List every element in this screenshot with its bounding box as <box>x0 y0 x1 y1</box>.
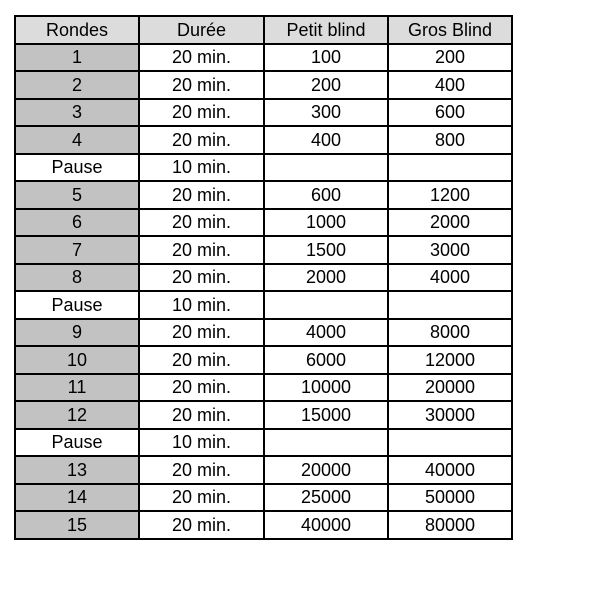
small-blind-cell: 400 <box>264 126 388 154</box>
big-blind-cell <box>388 154 512 182</box>
round-cell: 15 <box>15 511 139 539</box>
pause-row <box>15 429 512 457</box>
duration-cell: 20 min. <box>139 264 264 292</box>
duration-cell: 10 min. <box>139 154 264 182</box>
small-blind-cell: 2000 <box>264 264 388 292</box>
round-cell: Pause <box>15 291 139 319</box>
big-blind-cell: 600 <box>388 99 512 127</box>
duration-cell: 20 min. <box>139 71 264 99</box>
big-blind-cell: 1200 <box>388 181 512 209</box>
small-blind-cell <box>264 429 388 457</box>
small-blind-cell <box>264 291 388 319</box>
duration-cell: 20 min. <box>139 319 264 347</box>
table-row <box>15 71 512 99</box>
round-cell: 13 <box>15 456 139 484</box>
header-big-blind: Gros Blind <box>388 16 512 44</box>
small-blind-cell: 40000 <box>264 511 388 539</box>
duration-cell: 20 min. <box>139 456 264 484</box>
big-blind-cell: 8000 <box>388 319 512 347</box>
duration-cell: 20 min. <box>139 511 264 539</box>
pause-row <box>15 291 512 319</box>
small-blind-cell: 10000 <box>264 374 388 402</box>
header-duration: Durée <box>139 16 264 44</box>
big-blind-cell: 40000 <box>388 456 512 484</box>
small-blind-cell: 1500 <box>264 236 388 264</box>
table-body <box>15 44 512 539</box>
big-blind-cell: 30000 <box>388 401 512 429</box>
table-row <box>15 484 512 512</box>
header-small-blind: Petit blind <box>264 16 388 44</box>
round-cell: 9 <box>15 319 139 347</box>
duration-cell: 20 min. <box>139 44 264 72</box>
table-row <box>15 209 512 237</box>
round-cell: 5 <box>15 181 139 209</box>
table-row <box>15 456 512 484</box>
round-cell: 10 <box>15 346 139 374</box>
small-blind-cell: 1000 <box>264 209 388 237</box>
small-blind-cell: 25000 <box>264 484 388 512</box>
big-blind-cell: 400 <box>388 71 512 99</box>
table-row <box>15 401 512 429</box>
duration-cell: 20 min. <box>139 401 264 429</box>
table-row <box>15 236 512 264</box>
small-blind-cell <box>264 154 388 182</box>
big-blind-cell <box>388 291 512 319</box>
header-row <box>15 16 512 44</box>
round-cell: Pause <box>15 154 139 182</box>
round-cell: 8 <box>15 264 139 292</box>
table-row <box>15 99 512 127</box>
big-blind-cell: 12000 <box>388 346 512 374</box>
duration-cell: 20 min. <box>139 126 264 154</box>
table-row <box>15 264 512 292</box>
table-row <box>15 181 512 209</box>
big-blind-cell: 4000 <box>388 264 512 292</box>
big-blind-cell: 50000 <box>388 484 512 512</box>
big-blind-cell: 200 <box>388 44 512 72</box>
table-header <box>15 16 512 44</box>
big-blind-cell: 2000 <box>388 209 512 237</box>
big-blind-cell: 800 <box>388 126 512 154</box>
small-blind-cell: 100 <box>264 44 388 72</box>
small-blind-cell: 20000 <box>264 456 388 484</box>
small-blind-cell: 600 <box>264 181 388 209</box>
round-cell: 4 <box>15 126 139 154</box>
round-cell: 7 <box>15 236 139 264</box>
small-blind-cell: 4000 <box>264 319 388 347</box>
pause-row <box>15 154 512 182</box>
small-blind-cell: 6000 <box>264 346 388 374</box>
duration-cell: 20 min. <box>139 484 264 512</box>
table-row <box>15 374 512 402</box>
small-blind-cell: 15000 <box>264 401 388 429</box>
table-row <box>15 346 512 374</box>
round-cell: 2 <box>15 71 139 99</box>
duration-cell: 20 min. <box>139 99 264 127</box>
duration-cell: 20 min. <box>139 209 264 237</box>
duration-cell: 20 min. <box>139 374 264 402</box>
duration-cell: 20 min. <box>139 236 264 264</box>
big-blind-cell <box>388 429 512 457</box>
blind-schedule-table <box>14 15 513 540</box>
duration-cell: 10 min. <box>139 291 264 319</box>
table-row <box>15 126 512 154</box>
round-cell: Pause <box>15 429 139 457</box>
round-cell: 1 <box>15 44 139 72</box>
table-row <box>15 511 512 539</box>
big-blind-cell: 80000 <box>388 511 512 539</box>
big-blind-cell: 20000 <box>388 374 512 402</box>
duration-cell: 20 min. <box>139 346 264 374</box>
round-cell: 14 <box>15 484 139 512</box>
small-blind-cell: 200 <box>264 71 388 99</box>
duration-cell: 20 min. <box>139 181 264 209</box>
round-cell: 6 <box>15 209 139 237</box>
table-row <box>15 319 512 347</box>
header-rounds: Rondes <box>15 16 139 44</box>
small-blind-cell: 300 <box>264 99 388 127</box>
table-row <box>15 44 512 72</box>
round-cell: 3 <box>15 99 139 127</box>
round-cell: 12 <box>15 401 139 429</box>
round-cell: 11 <box>15 374 139 402</box>
duration-cell: 10 min. <box>139 429 264 457</box>
big-blind-cell: 3000 <box>388 236 512 264</box>
